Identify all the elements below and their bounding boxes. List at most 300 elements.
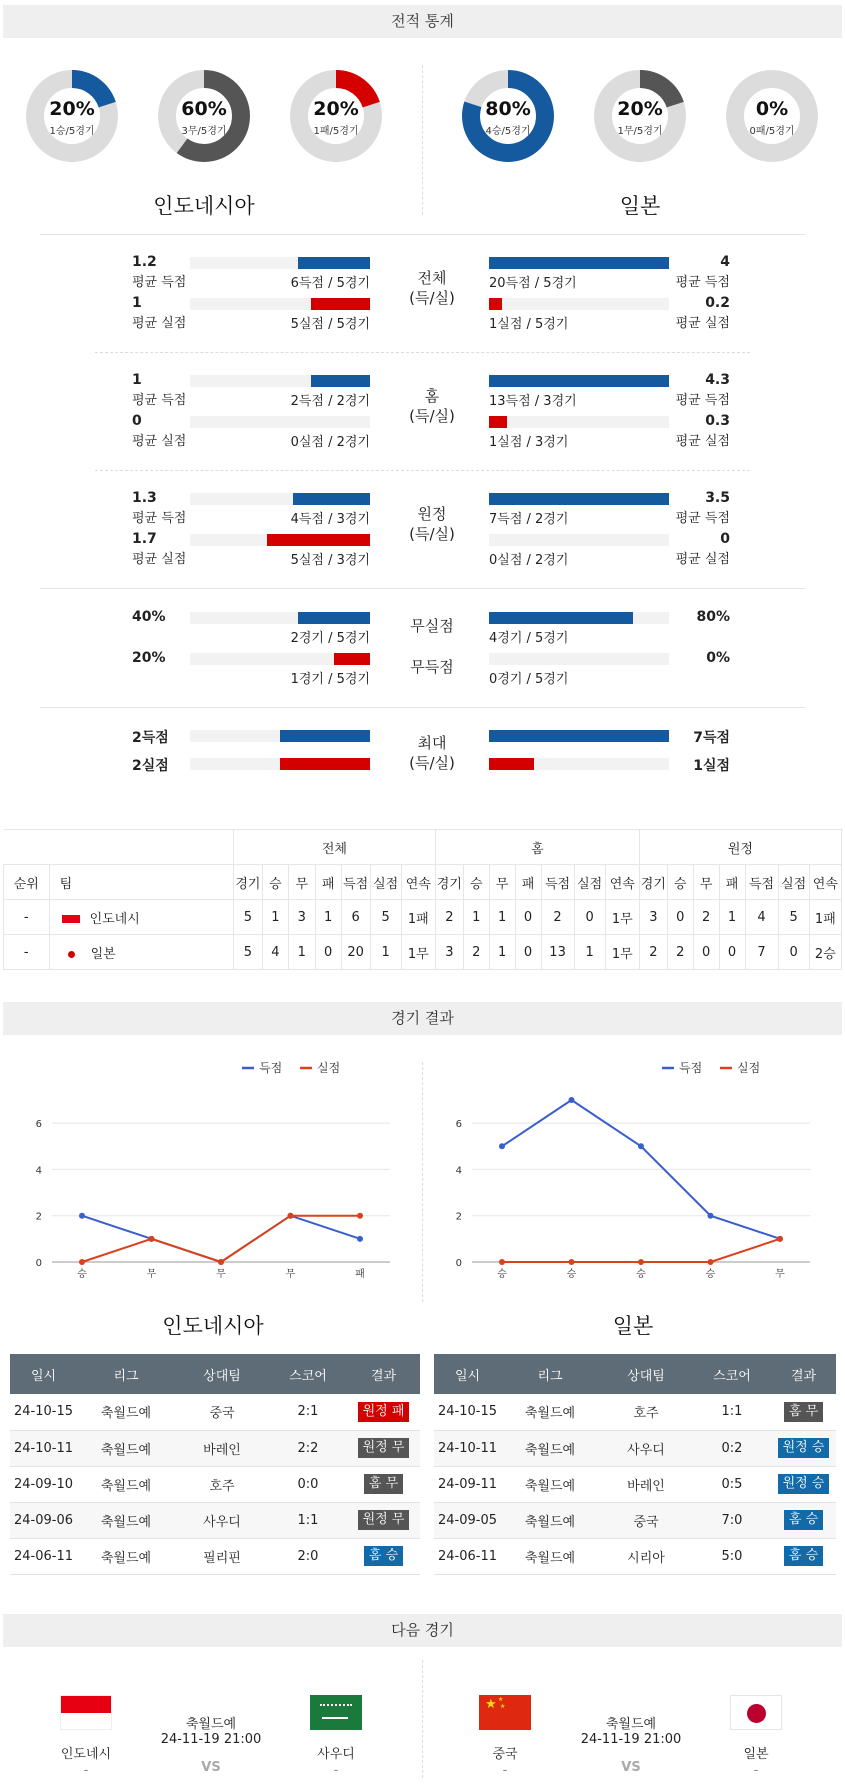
left-avg-conceded: 0 [132, 413, 142, 429]
stat-cell: 0 [574, 900, 605, 935]
right-avg-conceded-label: 평균 실점 [675, 552, 730, 567]
result-badge: 홈 승 [364, 1546, 403, 1566]
col-header: 패 [719, 865, 745, 900]
donut-sub: 1패/5경기 [313, 126, 359, 137]
category-max [392, 733, 472, 773]
stat-cell: 0 [778, 935, 809, 970]
group-header: 전체 [233, 830, 435, 865]
left-noscore-detail: 1경기 / 5경기 [290, 672, 370, 687]
stat-cell: 5 [233, 900, 262, 935]
category-total [392, 268, 472, 308]
category-clean-label: 무실점 [410, 617, 454, 635]
left-max-scored-bar [280, 730, 370, 742]
col-header: 연속 [401, 865, 435, 900]
date-cell: 24-06-11 [10, 1538, 77, 1574]
x-tick-label: 패 [355, 1269, 365, 1280]
stat-cell: 1 [489, 900, 515, 935]
opp-cell: 호주 [599, 1394, 693, 1430]
league-cell: 축월드예 [77, 1538, 175, 1574]
left-avg-conceded: 1 [132, 295, 142, 311]
left-team-name: 인도네시아 [162, 1314, 264, 1338]
result-badge: 홈 무 [364, 1474, 403, 1494]
category-max-sub: (득/실) [409, 754, 455, 772]
team-cell[interactable] [49, 935, 233, 970]
right-conceded-bar-track [489, 416, 669, 428]
divider [40, 707, 805, 708]
series-line-1 [82, 1216, 360, 1262]
stat-cell: 5 [370, 900, 401, 935]
opp-cell: 시리아 [599, 1538, 693, 1574]
category-home-label: 홈 [424, 387, 440, 405]
score-cell: 7:0 [693, 1502, 771, 1538]
col-header: 무 [693, 865, 719, 900]
y-tick-label: 6 [35, 1119, 42, 1131]
x-tick-label: 승 [566, 1269, 577, 1280]
league-cell: 축월드예 [501, 1502, 599, 1538]
left-clean-bar [298, 612, 370, 624]
left-donut-0 [26, 70, 118, 162]
legend-label: 득점 [679, 1061, 703, 1075]
data-point [79, 1213, 85, 1219]
donut-percent: 20% [49, 98, 95, 120]
donut-sub: 1승/5경기 [49, 126, 95, 137]
right-conceded-detail: 0실점 / 2경기 [489, 553, 569, 568]
x-tick-label: 승 [497, 1269, 507, 1280]
col-header: 경기 [435, 865, 463, 900]
col-header: 팀 [49, 865, 233, 900]
stat-cell: 1 [719, 900, 745, 935]
opp-cell: 사우디 [599, 1430, 693, 1466]
stat-cell: 2 [693, 900, 719, 935]
y-tick-label: 2 [455, 1211, 462, 1223]
right-scored-bar [489, 375, 669, 387]
stat-cell: 0 [515, 900, 541, 935]
result-cell [347, 1430, 420, 1466]
x-tick-label: 승 [77, 1269, 87, 1280]
data-point [499, 1259, 505, 1265]
donut-percent: 60% [181, 98, 227, 120]
col-header: 득점 [541, 865, 574, 900]
col-header: 스코어 [693, 1354, 771, 1394]
standings-col-row [4, 865, 842, 900]
right-max-scored-bar [489, 730, 669, 742]
stat-cell: 2 [435, 900, 463, 935]
right-no-score: 0% [706, 650, 730, 666]
result-cell [347, 1466, 420, 1502]
stat-cell: 1 [315, 900, 341, 935]
col-header: 연속 [605, 865, 639, 900]
next-left-home-rank: - [83, 1763, 89, 1778]
right-scored-bar [489, 493, 669, 505]
stat-cell: 2승 [809, 935, 841, 970]
stat-cell: 1 [574, 935, 605, 970]
col-header: 일시 [10, 1354, 77, 1394]
category-away-label: 원정 [417, 505, 447, 523]
series-line-1 [502, 1239, 780, 1262]
results-header: 경기 결과 [3, 1002, 842, 1035]
col-header: 득점 [341, 865, 370, 900]
col-header: 경기 [233, 865, 262, 900]
date-cell: 24-10-15 [10, 1394, 77, 1430]
right-avg-scored-label: 평균 득점 [675, 393, 730, 408]
table-row [4, 900, 842, 935]
donut-sub: 0패/5경기 [749, 126, 795, 137]
col-header: 실점 [370, 865, 401, 900]
col-header: 순위 [4, 865, 50, 900]
table-row[interactable] [10, 1502, 420, 1538]
score-cell: 1:1 [693, 1394, 771, 1430]
results-header-row [10, 1354, 420, 1394]
left-conceded-bar-track [190, 416, 370, 428]
result-cell [347, 1502, 420, 1538]
left-scored-detail: 6득점 / 5경기 [290, 276, 370, 291]
stat-cell: 3 [288, 900, 315, 935]
data-point [149, 1236, 155, 1242]
stat-cell: 1 [370, 935, 401, 970]
stat-cell: 13 [541, 935, 574, 970]
category-total-label: 전체 [417, 269, 447, 287]
col-header: 무 [288, 865, 315, 900]
divider [40, 588, 805, 589]
left-donut-2 [290, 70, 382, 162]
result-cell [347, 1394, 420, 1430]
col-header: 리그 [77, 1354, 175, 1394]
data-point [569, 1097, 575, 1103]
data-point [499, 1143, 505, 1149]
rank-cell: - [4, 935, 50, 970]
stats-header: 전적 통계 [3, 5, 842, 38]
left-max-conceded-bar [280, 758, 370, 770]
legend-label: 실점 [317, 1061, 341, 1075]
next-right-home-rank: - [502, 1763, 508, 1778]
donut-sub: 4승/5경기 [485, 126, 531, 137]
category-home [392, 386, 472, 426]
y-tick-label: 4 [455, 1165, 462, 1177]
stat-cell: 1패 [809, 900, 841, 935]
stat-cell: 0 [667, 900, 693, 935]
data-point [638, 1259, 644, 1265]
china-flag-icon: ★ ★ ★ [479, 1695, 531, 1730]
result-badge: 홈 승 [784, 1510, 823, 1530]
legend-label: 실점 [737, 1061, 761, 1075]
col-header: 실점 [778, 865, 809, 900]
right-scored-detail: 13득점 / 3경기 [489, 394, 577, 409]
next-left-vs: VS [201, 1760, 221, 1775]
stat-cell: 6 [341, 900, 370, 935]
legend-label: 득점 [259, 1061, 283, 1075]
y-tick-label: 0 [455, 1258, 462, 1269]
left-avg-conceded-label: 평균 실점 [132, 434, 187, 449]
stat-cell: 20 [341, 935, 370, 970]
data-point [638, 1143, 644, 1149]
donut-percent: 20% [313, 98, 359, 120]
right-avg-scored: 3.5 [705, 490, 730, 506]
data-point [708, 1259, 714, 1265]
next-left-home: 인도네시 [60, 1747, 112, 1762]
left-conceded-detail: 0실점 / 2경기 [290, 435, 370, 450]
next-left-league: 축월드예 [185, 1717, 237, 1732]
data-point [79, 1259, 85, 1265]
score-cell: 0:5 [693, 1466, 771, 1502]
stat-cell: 2 [541, 900, 574, 935]
stat-cell: 0 [515, 935, 541, 970]
table-row[interactable] [10, 1430, 420, 1466]
right-avg-scored: 4.3 [705, 372, 730, 388]
league-cell: 축월드예 [77, 1430, 175, 1466]
japan-flag-icon [68, 951, 75, 958]
right-avg-scored: 4 [720, 254, 730, 270]
y-tick-label: 6 [455, 1119, 462, 1131]
right-team-title: 일본 [619, 194, 661, 218]
stat-cell: 5 [778, 900, 809, 935]
right-avg-conceded-label: 평균 실점 [675, 316, 730, 331]
score-cell: 0:0 [269, 1466, 347, 1502]
result-cell [771, 1502, 836, 1538]
x-tick-label: 무 [216, 1269, 226, 1280]
left-clean-sheet: 40% [132, 609, 166, 625]
team-cell[interactable] [49, 900, 233, 935]
right-avg-conceded: 0 [720, 531, 730, 547]
table-row[interactable] [434, 1430, 836, 1466]
stat-cell: 1 [489, 935, 515, 970]
score-cell: 1:1 [269, 1502, 347, 1538]
next-right-league: 축월드예 [605, 1717, 657, 1732]
next-left-time: 24-11-19 21:00 [160, 1732, 262, 1747]
league-cell: 축월드예 [501, 1466, 599, 1502]
table-row[interactable] [434, 1466, 836, 1502]
col-header: 일시 [434, 1354, 501, 1394]
data-point [288, 1213, 294, 1219]
result-badge: 원정 승 [778, 1474, 830, 1494]
right-max-scored: 7득점 [693, 730, 730, 746]
col-header: 결과 [347, 1354, 420, 1394]
left-scored-bar [293, 493, 370, 505]
table-row[interactable] [10, 1466, 420, 1502]
right-max-conceded: 1실점 [693, 758, 730, 774]
left-team-title: 인도네시아 [153, 194, 255, 218]
next-right-time: 24-11-19 21:00 [580, 1732, 682, 1747]
y-tick-label: 2 [35, 1211, 42, 1223]
left-scored-detail: 2득점 / 2경기 [290, 394, 370, 409]
left-avg-scored: 1.2 [132, 254, 157, 270]
league-cell: 축월드예 [77, 1502, 175, 1538]
category-away [392, 504, 472, 544]
next-left-away: 사우디 [317, 1747, 355, 1762]
rank-cell: - [4, 900, 50, 935]
japan-flag-icon [730, 1695, 782, 1730]
stat-cell: 1패 [401, 900, 435, 935]
result-cell [771, 1538, 836, 1574]
donut-sub: 1무/5경기 [617, 126, 663, 137]
result-badge: 원정 패 [358, 1402, 410, 1422]
stat-cell: 0 [693, 935, 719, 970]
date-cell: 24-09-06 [10, 1502, 77, 1538]
donut-sub: 3무/5경기 [181, 126, 227, 137]
right-avg-conceded: 0.3 [705, 413, 730, 429]
right-scored-detail: 7득점 / 2경기 [489, 512, 569, 527]
table-row[interactable] [10, 1394, 420, 1430]
result-cell [771, 1466, 836, 1502]
right-clean-bar [489, 612, 633, 624]
team-name: 일본 [90, 946, 116, 962]
category-noscore-label: 무득점 [410, 658, 454, 676]
right-conceded-bar [489, 416, 507, 428]
stat-cell: 1 [288, 935, 315, 970]
opp-cell: 호주 [175, 1466, 269, 1502]
right-conceded-bar-track [489, 534, 669, 546]
series-line-0 [82, 1216, 360, 1262]
col-header: 스코어 [269, 1354, 347, 1394]
table-row [4, 935, 842, 970]
table-row[interactable] [434, 1502, 836, 1538]
date-cell: 24-10-15 [434, 1394, 501, 1430]
category-noscore [392, 657, 472, 677]
col-header: 경기 [639, 865, 667, 900]
right-conceded-bar [489, 298, 502, 310]
left-results-chart [20, 1050, 410, 1300]
right-donut-0 [462, 70, 554, 162]
date-cell: 24-09-11 [434, 1466, 501, 1502]
left-noscore-bar [334, 653, 370, 665]
stat-cell: 7 [745, 935, 778, 970]
league-cell: 축월드예 [501, 1430, 599, 1466]
col-header: 패 [515, 865, 541, 900]
result-cell [771, 1394, 836, 1430]
left-avg-conceded-label: 평균 실점 [132, 552, 187, 567]
indonesia-flag-icon [62, 915, 80, 923]
left-no-score: 20% [132, 650, 166, 666]
right-clean-sheet: 80% [696, 609, 730, 625]
team-name: 인도네시 [89, 911, 140, 927]
right-scored-detail: 20득점 / 5경기 [489, 276, 577, 291]
stat-cell: 2 [667, 935, 693, 970]
left-clean-detail: 2경기 / 5경기 [290, 631, 370, 646]
stat-cell: 4 [745, 900, 778, 935]
opp-cell: 바레인 [175, 1430, 269, 1466]
left-avg-scored-label: 평균 득점 [132, 511, 187, 526]
result-cell [347, 1538, 420, 1574]
next-left-away-rank: - [333, 1763, 339, 1778]
league-cell: 축월드예 [501, 1394, 599, 1430]
table-row[interactable] [434, 1538, 836, 1574]
category-away-sub: (득/실) [409, 525, 455, 543]
score-cell: 0:2 [693, 1430, 771, 1466]
next-right-vs: VS [621, 1760, 641, 1775]
donut-percent: 20% [617, 98, 663, 120]
opp-cell: 바레인 [599, 1466, 693, 1502]
stat-cell: 3 [435, 935, 463, 970]
divider [95, 470, 750, 471]
league-cell: 축월드예 [77, 1466, 175, 1502]
left-max-conceded: 2실점 [132, 758, 169, 774]
left-avg-scored-label: 평균 득점 [132, 275, 187, 290]
left-donut-1 [158, 70, 250, 162]
stat-cell: 0 [315, 935, 341, 970]
opp-cell: 중국 [599, 1502, 693, 1538]
left-avg-scored: 1.3 [132, 490, 157, 506]
right-team-name: 일본 [612, 1314, 654, 1338]
result-badge: 원정 무 [358, 1510, 410, 1530]
league-cell: 축월드예 [77, 1394, 175, 1430]
x-tick-label: 승 [705, 1269, 716, 1280]
date-cell: 24-10-11 [10, 1430, 77, 1466]
next-right-home: 중국 [492, 1747, 518, 1762]
right-donut-2 [726, 70, 818, 162]
league-cell: 축월드예 [501, 1538, 599, 1574]
result-badge: 홈 무 [784, 1402, 823, 1422]
col-header: 승 [262, 865, 288, 900]
date-cell: 24-06-11 [434, 1538, 501, 1574]
data-point [357, 1236, 363, 1242]
result-cell [771, 1430, 836, 1466]
table-row[interactable] [10, 1538, 420, 1574]
right-max-conceded-bar [489, 758, 534, 770]
category-total-sub: (득/실) [409, 289, 455, 307]
indonesia-flag-icon [60, 1695, 112, 1730]
standings-table [3, 829, 842, 970]
right-avg-conceded-label: 평균 실점 [675, 434, 730, 449]
score-cell: 2:0 [269, 1538, 347, 1574]
col-header: 득점 [745, 865, 778, 900]
right-results-chart [440, 1050, 830, 1300]
col-header: 연속 [809, 865, 841, 900]
date-cell: 24-10-11 [434, 1430, 501, 1466]
left-avg-conceded-label: 평균 실점 [132, 316, 187, 331]
table-row[interactable] [434, 1394, 836, 1430]
donut-percent: 0% [755, 98, 789, 120]
stat-cell: 5 [233, 935, 262, 970]
left-conceded-detail: 5실점 / 5경기 [290, 317, 370, 332]
col-header: 패 [315, 865, 341, 900]
standings-group-row [4, 830, 842, 865]
left-results-table [10, 1354, 420, 1575]
left-conceded-bar [311, 298, 370, 310]
category-clean [392, 616, 472, 636]
divider [422, 65, 423, 215]
left-avg-scored: 1 [132, 372, 142, 388]
divider [422, 1660, 423, 1778]
left-scored-bar [311, 375, 370, 387]
y-tick-label: 0 [35, 1258, 42, 1269]
next-right-away-rank: - [753, 1763, 759, 1778]
right-noscore-detail: 0경기 / 5경기 [489, 672, 569, 687]
x-tick-label: 승 [636, 1269, 646, 1280]
data-point [777, 1236, 783, 1242]
left-conceded-bar [267, 534, 370, 546]
right-conceded-detail: 1실점 / 3경기 [489, 435, 569, 450]
stat-cell: 2 [463, 935, 489, 970]
col-header: 상대팀 [175, 1354, 269, 1394]
left-scored-bar [298, 257, 370, 269]
opp-cell: 중국 [175, 1394, 269, 1430]
next-header: 다음 경기 [3, 1614, 842, 1647]
right-conceded-bar-track [489, 298, 669, 310]
stat-cell: 1 [262, 900, 288, 935]
stat-cell: 3 [639, 900, 667, 935]
right-noscore-bar-track [489, 653, 669, 665]
y-tick-label: 4 [35, 1165, 42, 1177]
col-header: 상대팀 [599, 1354, 693, 1394]
data-point [357, 1213, 363, 1219]
date-cell: 24-09-10 [10, 1466, 77, 1502]
result-badge: 원정 승 [778, 1438, 830, 1458]
date-cell: 24-09-05 [434, 1502, 501, 1538]
x-tick-label: 무 [146, 1269, 157, 1280]
results-header-row [434, 1354, 836, 1394]
col-header: 리그 [501, 1354, 599, 1394]
right-scored-bar [489, 257, 669, 269]
stat-cell: 0 [719, 935, 745, 970]
